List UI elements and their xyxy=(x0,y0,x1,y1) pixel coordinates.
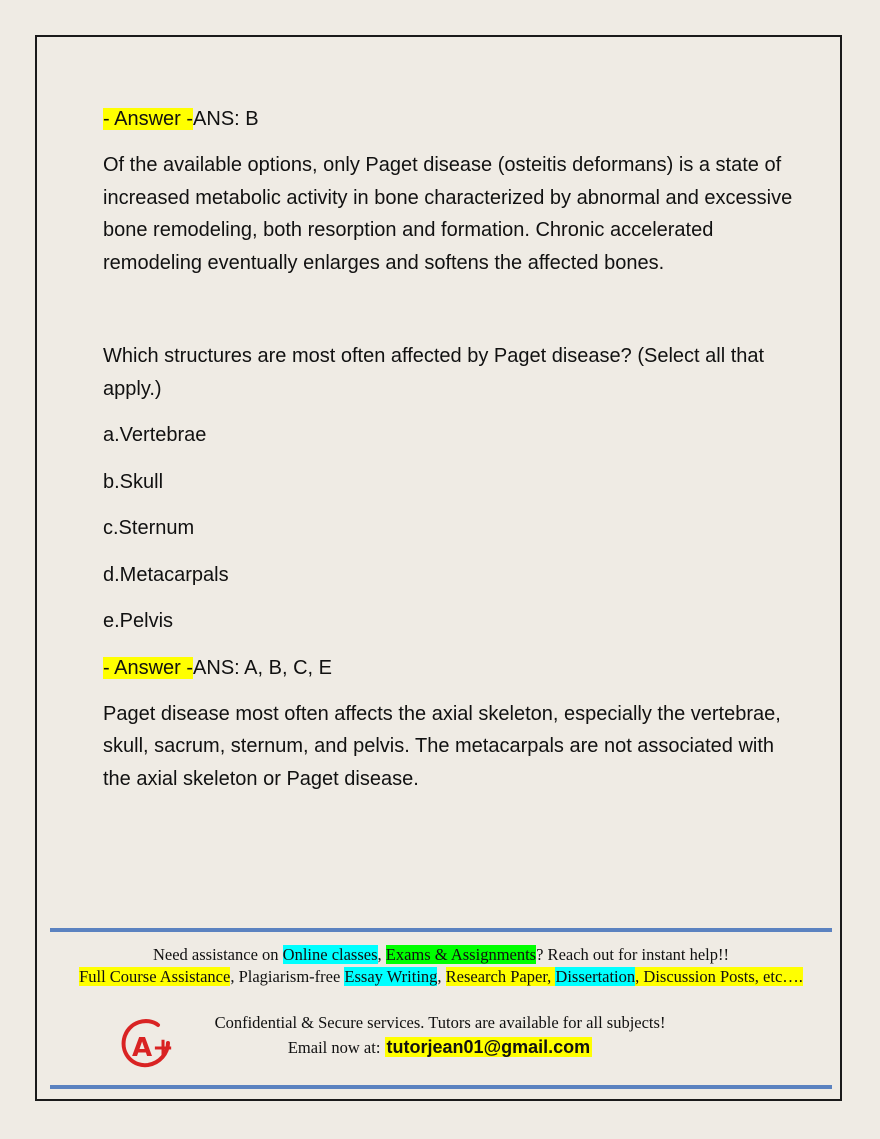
email-link[interactable]: tutorjean01@gmail.com xyxy=(386,1037,591,1057)
rationale-2: Paget disease most often affects the axial skeleton, especially the vertebrae, skull, sacrum, sternum, and pelvis. The metacarpals are not associated with the axial skeleton or Paget disease. xyxy=(103,702,781,790)
footer-line-4 xyxy=(140,1037,740,1058)
footer-divider-top xyxy=(50,928,832,932)
question-2: Which structures are most often affected by Paget disease? (Select all that apply.) xyxy=(103,345,765,400)
highlight-online-classes: Online classes xyxy=(282,945,378,964)
logo-letter: A+ xyxy=(132,1033,174,1063)
highlight-full-course: Full Course Assistance xyxy=(79,967,231,986)
footer-text: , Plagiarism-free xyxy=(230,967,345,986)
highlight-dissertation: Dissertation xyxy=(555,967,636,986)
footer-line-1 xyxy=(50,945,832,965)
option-b: b.Skull xyxy=(103,470,164,493)
answer-label: - Answer - xyxy=(103,656,194,679)
answer-value: ANS: A, B, C, E xyxy=(193,656,332,679)
highlight-discussion-posts: , Discussion Posts, etc…. xyxy=(635,967,803,986)
footer-text: , xyxy=(437,967,446,986)
answer-value: ANS: B xyxy=(193,108,259,130)
footer-text: ? Reach out for instant help!! xyxy=(536,945,730,964)
rationale-1: Of the available options, only Paget disease (osteitis deformans) is a state of increased metabolic activity in bone characterized by abnormal and excessive bone remodeling, both resorption and formation. Chronic accelerated remodeling eventually enlarges and softens the affected bones. xyxy=(103,154,793,274)
answer-line-1 xyxy=(103,103,793,135)
highlight-essay-writing: Essay Writing xyxy=(344,967,438,986)
option-d: d.Metacarpals xyxy=(103,563,229,586)
document-body xyxy=(103,103,793,795)
option-c: c.Sternum xyxy=(103,517,195,539)
answer-line-2 xyxy=(103,652,793,684)
footer-text: , xyxy=(377,945,386,964)
highlight-research-paper: Research Paper, xyxy=(445,967,556,986)
email-label: Email now at: xyxy=(287,1038,385,1057)
footer-line-3: Confidential & Secure services. Tutors are available for all subjects! xyxy=(214,1013,666,1032)
option-e: e.Pelvis xyxy=(103,610,174,632)
highlight-exams: Exams & Assignments xyxy=(385,945,537,964)
answer-label: - Answer - xyxy=(103,108,194,130)
footer-text: Need assistance on xyxy=(152,945,283,964)
footer-divider-bottom xyxy=(50,1085,832,1089)
option-a: a.Vertebrae xyxy=(103,424,207,446)
footer-line-2 xyxy=(50,967,832,987)
